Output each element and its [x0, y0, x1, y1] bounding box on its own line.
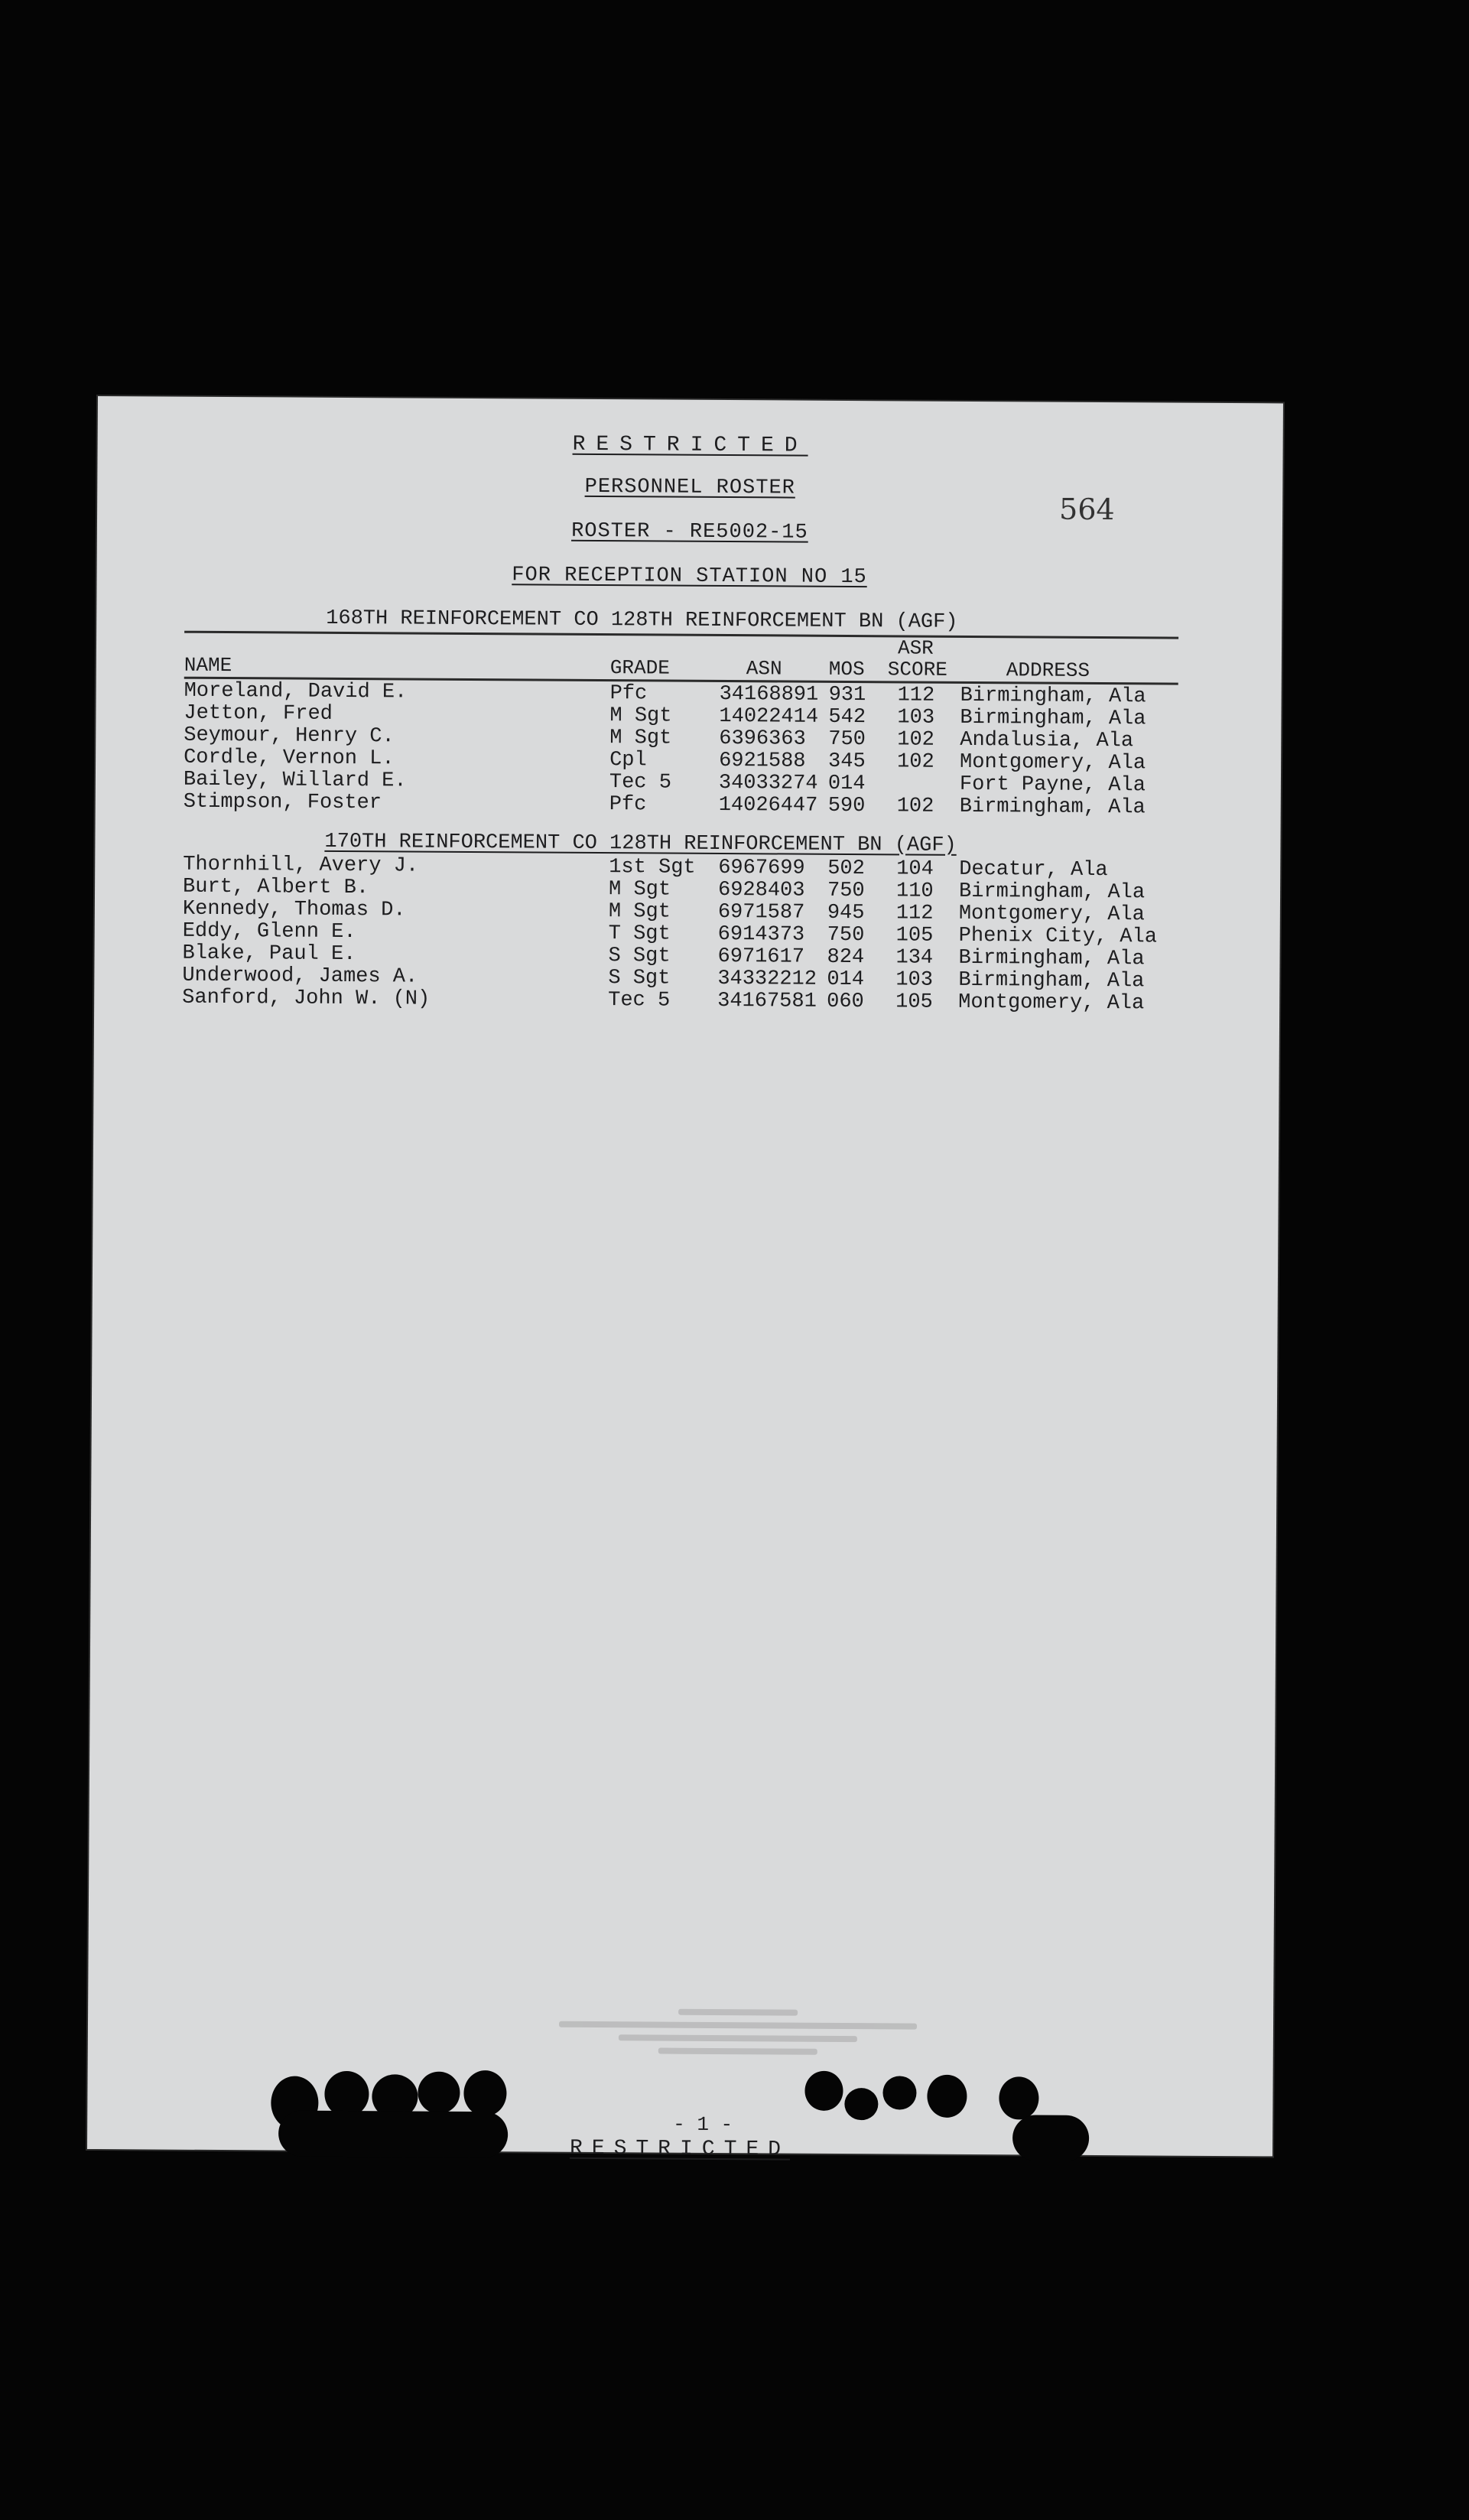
document-title-text: PERSONNEL ROSTER [584, 475, 795, 500]
cell-address: Montgomery, Ala [958, 902, 1146, 927]
cell-asn: 6928403 [717, 878, 805, 902]
cell-address: Fort Payne, Ala [959, 772, 1146, 798]
cell-name: Sanford, John W. (N) [182, 986, 431, 1011]
cell-asr: 102 [896, 795, 934, 818]
reception-station-text: FOR RECEPTION STATION NO 15 [512, 564, 867, 590]
cell-mos: 542 [828, 705, 866, 730]
page-number: 564 [1058, 492, 1115, 527]
cell-grade: S Sgt [608, 967, 671, 990]
cell-address: Birmingham, Ala [958, 968, 1145, 993]
cell-address: Andalusia, Ala [960, 728, 1134, 753]
cell-asr: 105 [895, 990, 933, 1014]
cell-name: Cordle, Vernon L. [184, 746, 395, 771]
col-header-asn: ASN [746, 657, 782, 681]
footer [87, 2109, 1272, 2164]
cell-mos: 590 [827, 794, 866, 818]
cell-asr: 110 [895, 880, 934, 903]
cell-mos: 060 [827, 990, 864, 1014]
cell-grade: M Sgt [608, 900, 671, 924]
cell-mos: 502 [827, 857, 865, 881]
col-header-mos: MOS [828, 657, 865, 681]
cell-mos: 014 [827, 772, 866, 796]
cell-address: Montgomery, Ala [960, 750, 1146, 776]
punch-hole [999, 2076, 1038, 2119]
cell-asn: 14026447 [718, 793, 818, 818]
cell-asn: 6971617 [717, 945, 805, 969]
cell-address: Birmingham, Ala [958, 880, 1146, 905]
cell-address: Montgomery, Ala [958, 990, 1145, 1016]
section-title-170th-text: 170TH REINFORCEMENT CO 128TH REINFORCEMENT BN (AGF) [324, 830, 957, 857]
punch-hole [463, 2070, 506, 2116]
cell-grade: M Sgt [609, 704, 672, 728]
cell-grade: M Sgt [609, 727, 672, 750]
cell-grade: M Sgt [608, 878, 671, 902]
cell-name: Bailey, Willard E. [183, 768, 407, 793]
cell-grade: Pfc [609, 682, 648, 706]
section-title-170th [324, 831, 957, 857]
cell-grade: S Sgt [608, 945, 671, 968]
cell-name: Underwood, James A. [182, 964, 418, 989]
punch-hole [418, 2072, 460, 2114]
cell-name: Seymour, Henry C. [184, 723, 395, 749]
cell-address: Birmingham, Ala [958, 946, 1145, 971]
cell-mos: 750 [827, 923, 865, 948]
cell-asr: 105 [895, 924, 934, 948]
cell-address: Birmingham, Ala [959, 795, 1146, 820]
cell-asn: 34332212 [717, 967, 817, 991]
cell-address: Decatur, Ala [959, 857, 1108, 883]
cell-asr: 102 [897, 750, 934, 774]
footer-classification-text: RESTRICTED [569, 2136, 791, 2162]
cell-asr: 112 [895, 902, 934, 925]
cell-asn: 34168891 [719, 682, 819, 707]
col-header-address: ADDRESS [1006, 658, 1090, 682]
footer-classification [87, 2134, 1272, 2164]
cell-asn: 6396363 [719, 727, 806, 751]
cell-address: Birmingham, Ala [960, 684, 1146, 709]
cell-address: Birmingham, Ala [960, 706, 1146, 731]
col-header-grade: GRADE [609, 656, 670, 680]
cell-mos: 345 [828, 749, 866, 774]
punch-hole [804, 2071, 843, 2111]
cell-name: Blake, Paul E. [182, 941, 356, 967]
cell-asn: 14022414 [719, 704, 819, 729]
cell-mos: 945 [827, 901, 865, 925]
cell-mos: 750 [828, 727, 866, 752]
cell-name: Burt, Albert B. [182, 875, 369, 900]
cell-asr: 104 [896, 857, 934, 881]
cell-asn: 6914373 [717, 922, 805, 947]
cell-asr: 103 [895, 968, 934, 992]
cell-grade: T Sgt [608, 922, 671, 946]
cell-mos: 750 [827, 879, 865, 903]
cell-asn: 6967699 [718, 856, 805, 880]
cell-asr: 134 [895, 946, 934, 970]
cell-name: Eddy, Glenn E. [182, 919, 356, 945]
cell-asn: 6971587 [717, 900, 805, 925]
cell-asn: 34167581 [717, 989, 817, 1013]
roster-id-text: ROSTER - RE5002-15 [571, 519, 808, 545]
cell-grade: Tec 5 [608, 989, 671, 1013]
cell-asr: 102 [897, 728, 934, 752]
col-header-score: SCORE [887, 658, 947, 681]
col-header-name: NAME [184, 653, 232, 678]
cell-name: Stimpson, Foster [183, 790, 382, 815]
col-header-asr: ASR [897, 636, 934, 660]
roster-document-page [87, 396, 1283, 2162]
cell-address: Phenix City, Ala [958, 924, 1158, 949]
cell-name: Thornhill, Avery J. [183, 853, 419, 878]
reception-station [96, 561, 1282, 591]
punch-hole [882, 2076, 916, 2109]
cell-grade: Tec 5 [609, 771, 672, 795]
cell-asr: 103 [897, 706, 935, 730]
cell-grade: Pfc [609, 793, 647, 817]
cell-asn: 6921588 [719, 749, 806, 773]
cell-name: Kennedy, Thomas D. [182, 897, 406, 922]
cell-grade: Cpl [609, 749, 647, 772]
cell-mos: 824 [827, 945, 865, 970]
classification-header-text: RESTRICTED [572, 432, 808, 458]
cell-mos: 014 [827, 967, 865, 992]
cell-grade: 1st Sgt [609, 856, 696, 880]
section-title-168th: 168TH REINFORCEMENT CO 128TH REINFORCEMENT BN (AGF) [326, 606, 958, 634]
footer-page-label: - 1 - [673, 2112, 733, 2137]
faded-stamp [539, 2001, 938, 2088]
cell-name: Moreland, David E. [184, 679, 408, 704]
cell-asr: 112 [897, 684, 935, 707]
punch-hole [927, 2075, 967, 2118]
cell-asn: 34033274 [718, 771, 818, 795]
cell-mos: 931 [828, 683, 866, 707]
classification-header [98, 430, 1283, 460]
cell-name: Jetton, Fred [184, 701, 333, 726]
